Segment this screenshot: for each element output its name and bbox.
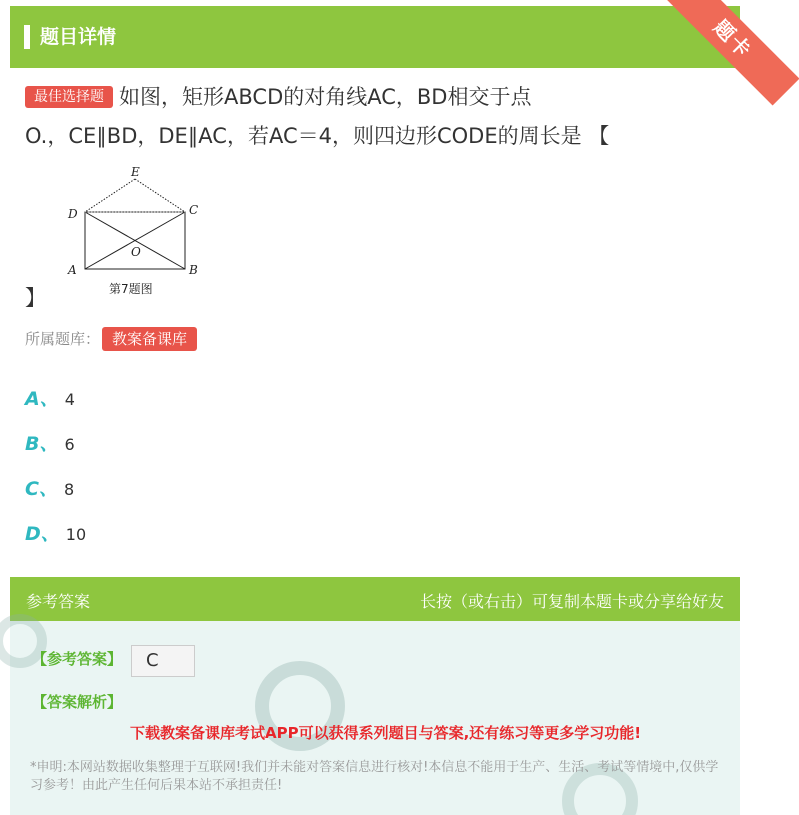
question-line-2: O.，CE∥BD，DE∥AC，若AC＝4，则四边形CODE的周长是 【 xyxy=(25,124,610,148)
answer-label: 【参考答案】 xyxy=(32,650,123,668)
label-d: D xyxy=(68,207,78,221)
option-value: 8 xyxy=(63,480,75,499)
answer-image xyxy=(131,645,195,677)
label-b: B xyxy=(189,263,198,277)
library-tag[interactable]: 教案备课库 xyxy=(102,327,197,351)
option-c[interactable] xyxy=(25,474,74,501)
ribbon-label: 题卡 xyxy=(667,0,799,105)
question-line-3: 】 xyxy=(25,286,46,310)
label-a: A xyxy=(68,263,77,277)
library-label: 所属题库： xyxy=(25,330,101,348)
question-type-tag: 最佳选择题 xyxy=(25,86,113,108)
question-figure xyxy=(63,163,213,298)
option-letter: A、 xyxy=(25,388,59,410)
option-b[interactable] xyxy=(25,429,75,456)
page-title: 题目详情 xyxy=(40,26,117,48)
option-value: 10 xyxy=(65,525,87,544)
answer-value: C xyxy=(146,650,159,671)
answer-header-bar xyxy=(10,577,740,621)
share-hint: 长按（或右击）可复制本题卡或分享给好友 xyxy=(419,592,724,611)
option-letter: D、 xyxy=(25,523,60,545)
question-text xyxy=(25,78,725,156)
question-line-1: 如图，矩形ABCD的对角线AC，BD相交于点 xyxy=(119,85,532,109)
header-accent xyxy=(24,25,30,49)
disclaimer-text: *申明:本网站数据收集整理于互联网!我们并未能对答案信息进行核对!本信息不能用于生产、生活、考试等情境中,仅供学习参考！由此产生任何后果本站不承担责任! xyxy=(30,760,719,793)
option-letter: B、 xyxy=(25,433,59,455)
analysis-label: 【答案解析】 xyxy=(32,693,123,711)
segment-de xyxy=(85,179,135,212)
label-o: O xyxy=(131,245,141,259)
segment-ce xyxy=(135,179,185,212)
option-value: 6 xyxy=(64,435,75,454)
header-bar xyxy=(10,6,740,68)
label-c: C xyxy=(189,203,199,217)
download-promo[interactable]: 下载教案备课库考试APP可以获得系列题目与答案,还有练习等更多学习功能! xyxy=(130,724,642,742)
option-d[interactable] xyxy=(25,519,86,546)
option-value: 4 xyxy=(64,390,75,409)
label-e: E xyxy=(131,165,140,179)
option-a[interactable] xyxy=(25,384,75,411)
question-library xyxy=(25,327,197,351)
answer-header-label: 参考答案 xyxy=(26,592,91,611)
option-letter: C、 xyxy=(25,478,58,500)
figure-caption: 第7题图 xyxy=(109,282,153,296)
